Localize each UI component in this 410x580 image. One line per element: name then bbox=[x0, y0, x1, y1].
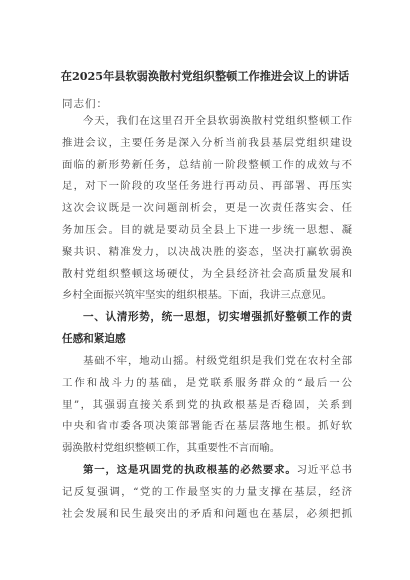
paragraph-line: 面临的新形势新任务，总结前一阶段整顿工作的成效与不 bbox=[62, 158, 352, 171]
paragraph-line: 这次会议既是一次问题剖析会，更是一次责任落实会、任 bbox=[62, 202, 352, 215]
point-text: 习近平总书 bbox=[296, 464, 352, 476]
salutation: 同志们： bbox=[62, 98, 108, 110]
paragraph-line: 工作和战斗力的基础，是党联系服务群众的“最后一公 bbox=[62, 376, 352, 389]
section-paragraph bbox=[62, 351, 352, 460]
heading-line: 任感和紧迫感 bbox=[62, 332, 126, 345]
paragraph-line: 推进会议，主要任务是深入分析当前我县基层党组织建设 bbox=[62, 136, 352, 149]
paragraph-line: 足，对下一阶段的攻坚任务进行再动员、再部署、再压实 bbox=[62, 180, 352, 193]
paragraph-line: 中央和省市委各项决策部署能否在基层落地生根。抓好软 bbox=[62, 420, 352, 433]
point-lead: 第一，这是巩固党的执政根基的必然要求。 bbox=[83, 464, 297, 476]
paragraph-line: 乡村全面振兴筑牢坚实的组织根基。下面，我讲三点意见。 bbox=[62, 289, 333, 302]
section-heading bbox=[62, 307, 352, 351]
paragraph-line: 弱涣散村党组织整顿工作，其重要性不言而喻。 bbox=[62, 442, 281, 455]
paragraph-line: 今天，我们在这里召开全县软弱涣散村党组织整顿工作 bbox=[83, 115, 352, 127]
paragraph-line: 里”，其强弱直接关系到党的执政根基是否稳固，关系到 bbox=[62, 398, 352, 411]
paragraph-line bbox=[62, 460, 352, 482]
point-paragraph bbox=[62, 460, 352, 525]
heading-line: 一、认清形势，统一思想，切实增强抓好整顿工作的责 bbox=[83, 311, 352, 323]
paragraph-line: 基础不牢，地动山摇。村级党组织是我们党在农村全部 bbox=[83, 355, 352, 367]
document-title: 在2025年县软弱涣散村党组织整顿工作推进会议上的讲话 bbox=[60, 69, 350, 83]
paragraph-line: 记反复强调，“党的工作最坚实的力量支撑在基层，经济 bbox=[62, 485, 352, 498]
paragraph-line: 散村党组织整顿这场硬仗，为全县经济社会高质量发展和 bbox=[62, 267, 352, 280]
paragraph-line: 聚共识、精准发力，以决战决胜的姿态，坚决打赢软弱涣 bbox=[62, 245, 352, 258]
opening-paragraph bbox=[62, 111, 352, 307]
paragraph-line: 社会发展和民生最突出的矛盾和问题也在基层，必须把抓 bbox=[62, 507, 352, 520]
paragraph-line: 务加压会。目的就是要动员全县上下进一步统一思想、凝 bbox=[62, 223, 352, 236]
